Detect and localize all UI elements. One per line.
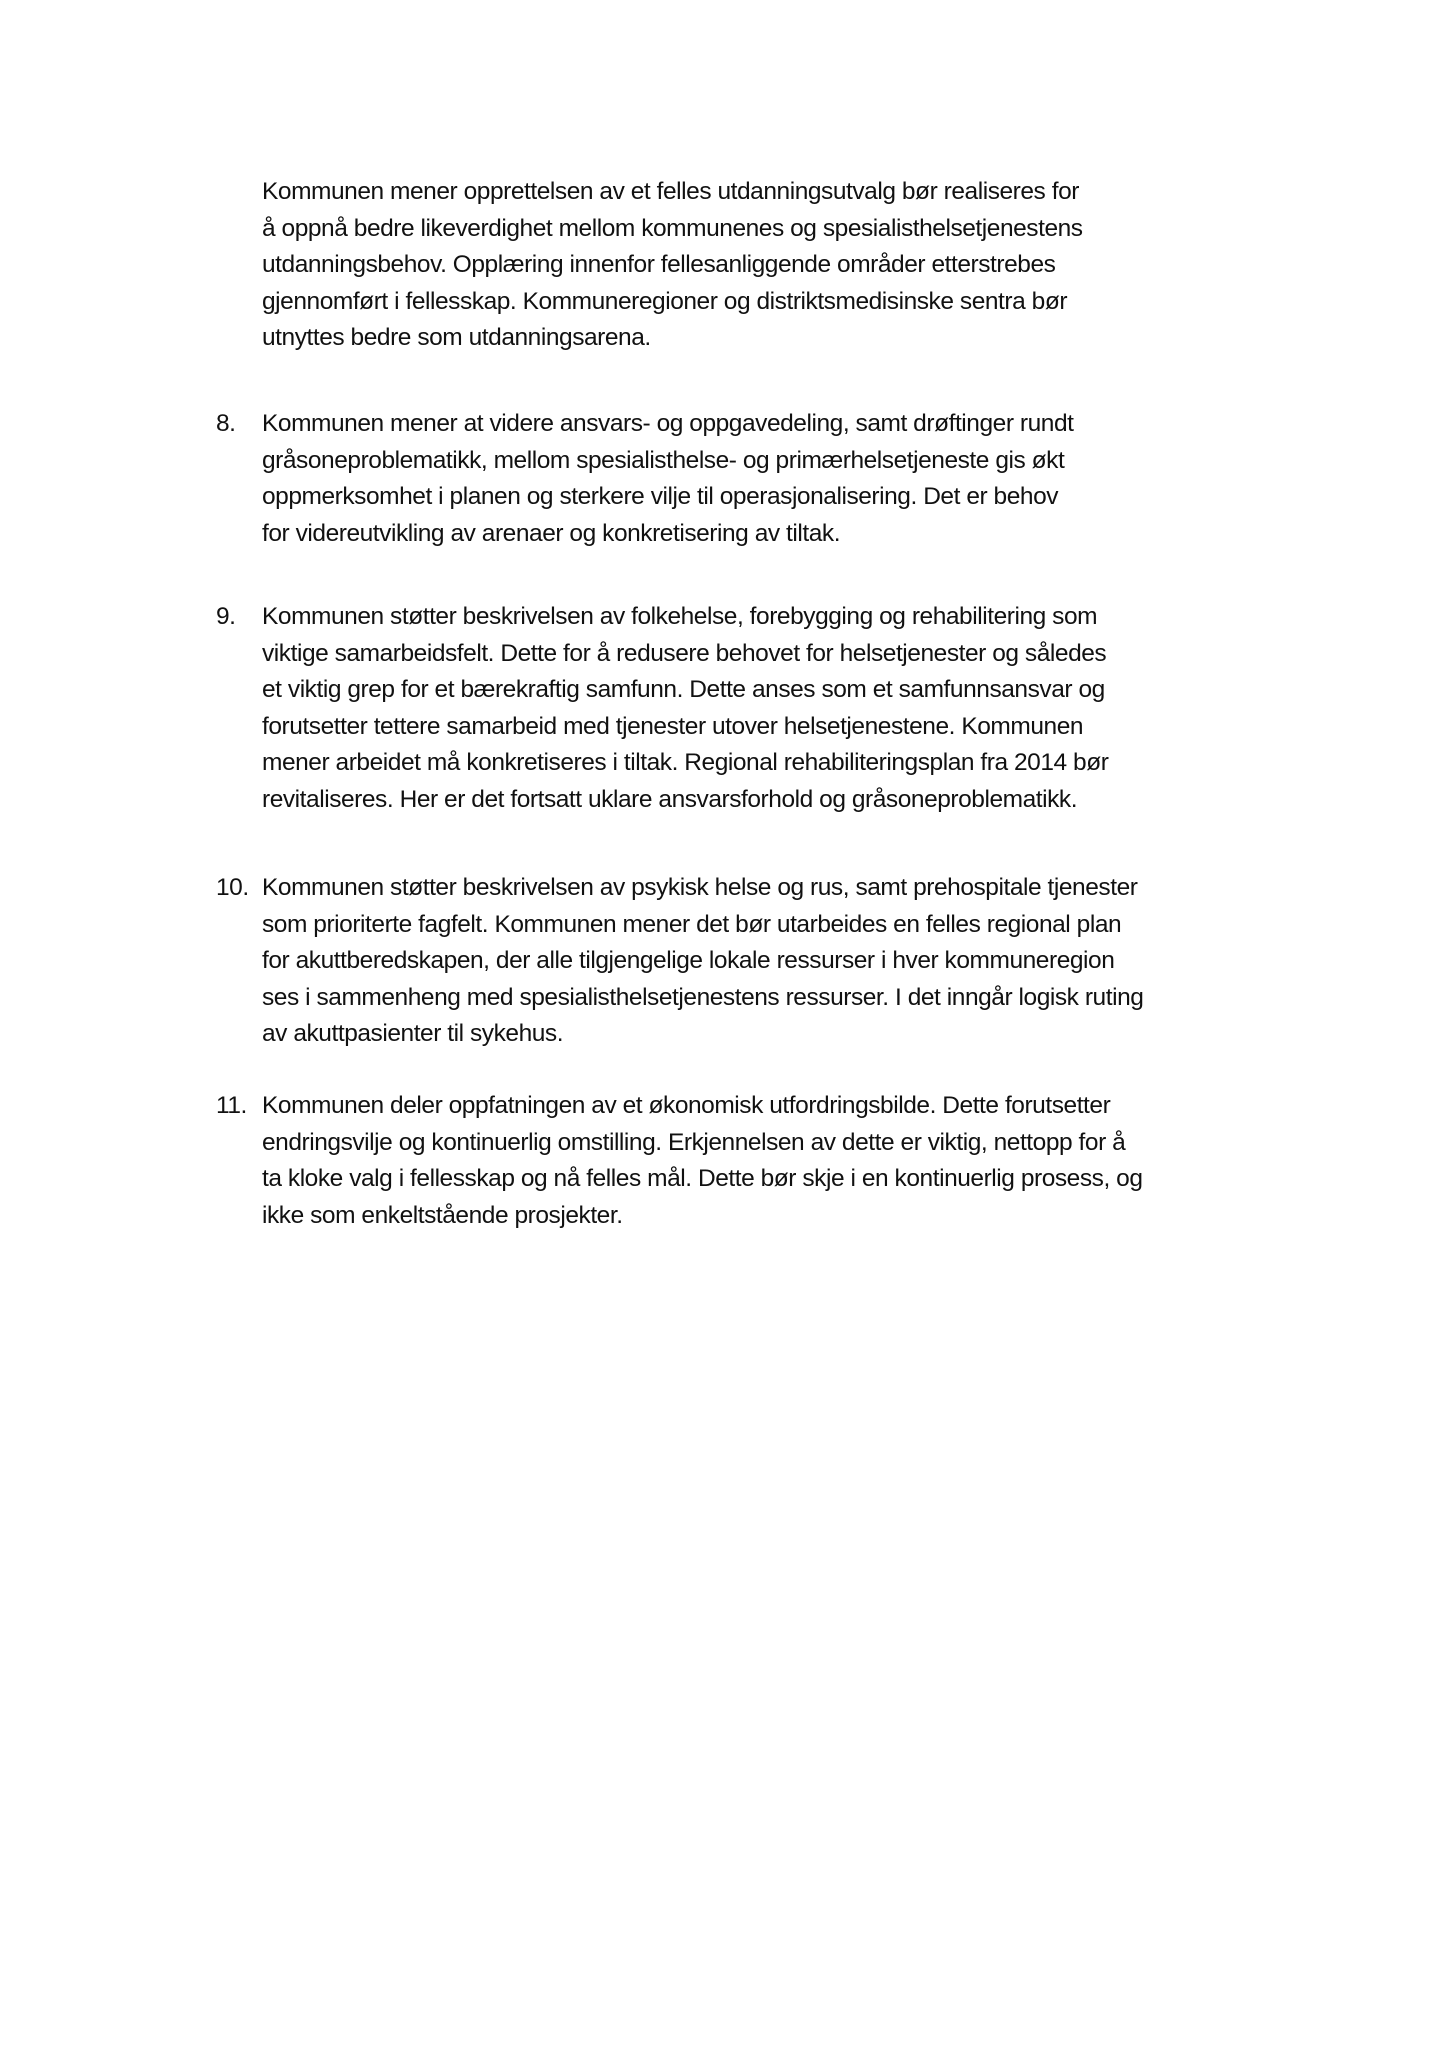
text-line: forutsetter tettere samarbeid med tjenester utover helsetjenestene. Kommunen (262, 712, 1084, 740)
text-line: Kommunen mener at videre ansvars- og oppgavedeling, samt drøftinger rundt (262, 410, 1074, 437)
text-line: ikke som enkeltstående prosjekter. (262, 1201, 623, 1229)
list-item-8 (216, 406, 1322, 552)
text-line: gråsoneproblematikk, mellom spesialisthelse- og primærhelsetjeneste gis økt (262, 446, 1065, 474)
text-line: som prioriterte fagfelt. Kommunen mener det bør utarbeides en felles regional plan (262, 910, 1122, 938)
list-item-9 (216, 599, 1322, 818)
text-line: oppmerksomhet i planen og sterkere vilje til operasjonalisering. Det er behov (262, 483, 1059, 510)
text-line: viktige samarbeidsfelt. Dette for å redusere behovet for helsetjenester og således (262, 639, 1107, 667)
list-item-11 (216, 1088, 1322, 1234)
text-line: utnyttes bedre som utdanningsarena. (262, 324, 651, 351)
text-line: et viktig grep for et bærekraftig samfunn. Dette anses som et samfunnsansvar og (262, 676, 1105, 703)
text-line: for videreutvikling av arenaer og konkretisering av tiltak. (262, 519, 841, 547)
text-line: Kommunen støtter beskrivelsen av psykisk helse og rus, samt prehospitale tjenester (262, 874, 1138, 901)
text-line: gjennomført i fellesskap. Kommuneregioner og distriktsmedisinske sentra bør (262, 287, 1068, 315)
text-line: ses i sammenheng med spesialisthelsetjenestens ressurser. I det inngår logisk ruting (262, 983, 1144, 1011)
text-line: Kommunen mener opprettelsen av et felles utdanningsutvalg bør realiseres for (262, 178, 1079, 205)
text-line: mener arbeidet må konkretiseres i tiltak. Regional rehabiliteringsplan fra 2014 bør (262, 749, 1109, 776)
list-number: 8. (216, 410, 236, 437)
text-line: ta kloke valg i fellesskap og nå felles mål. Dette bør skje i en kontinuerlig prosess, og (262, 1165, 1143, 1192)
text-line: Kommunen støtter beskrivelsen av folkehelse, forebygging og rehabilitering som (262, 603, 1098, 630)
text-line: revitaliseres. Her er det fortsatt uklare ansvarsforhold og gråsoneproblematikk. (262, 785, 1078, 813)
text-line: endringsvilje og kontinuerlig omstilling. Erkjennelsen av dette er viktig, nettopp for å (262, 1128, 1126, 1156)
text-line: for akuttberedskapen, der alle tilgjengelige lokale ressurser i hver kommuneregion (262, 947, 1115, 974)
text-line: Kommunen deler oppfatningen av et økonomisk utfordringsbilde. Dette forutsetter (262, 1092, 1111, 1119)
text-line: av akuttpasienter til sykehus. (262, 1020, 564, 1047)
list-number: 11. (216, 1092, 247, 1119)
list-item-10 (216, 870, 1322, 1053)
text-line: å oppnå bedre likeverdighet mellom kommunenes og spesialisthelsetjenestens (262, 214, 1083, 242)
list-number: 9. (216, 603, 236, 630)
list-number: 10. (216, 874, 249, 901)
text-line: utdanningsbehov. Opplæring innenfor fellesanliggende områder etterstrebes (262, 251, 1056, 278)
intro-paragraph (262, 174, 1322, 357)
